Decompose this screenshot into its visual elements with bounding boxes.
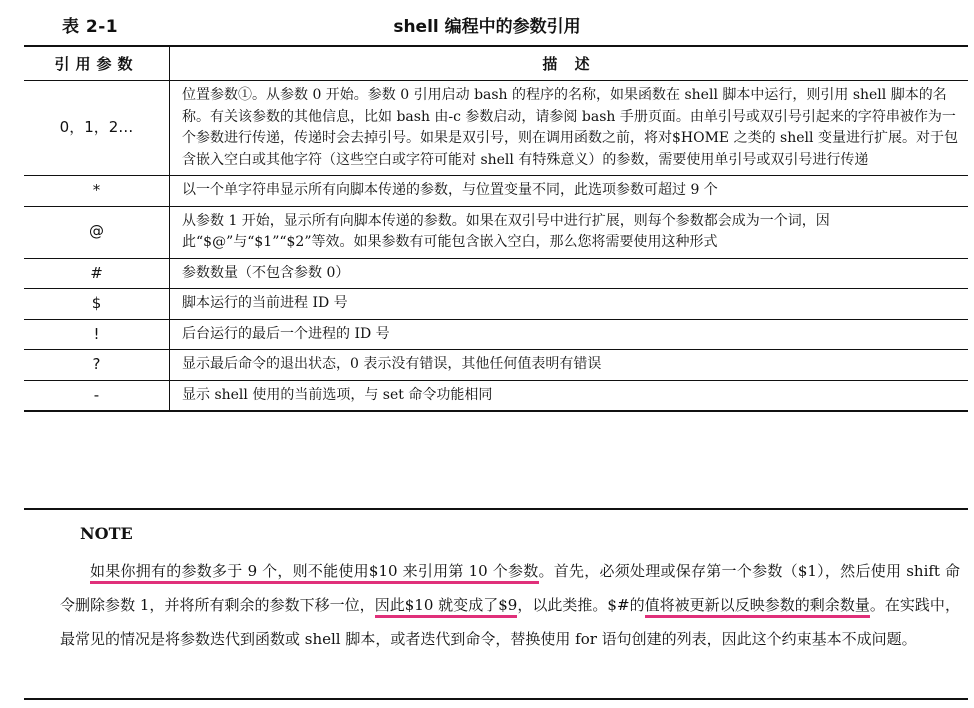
table-row xyxy=(24,380,968,411)
note-body xyxy=(60,554,960,656)
param-cell: @ xyxy=(24,206,170,258)
highlight-underline: 如果你拥有的参数多于 9 个，则不能使用$10 来引用第 10 个参数 xyxy=(90,562,539,584)
note-text: 。首先，必须处理或保存第一个参数（$1），然后使用 shift 命令删除参数 1，并将所有剩余的参数下移一位， xyxy=(60,562,960,614)
param-cell: ? xyxy=(24,350,170,381)
note-title: NOTE xyxy=(80,524,133,543)
table-row xyxy=(24,81,968,176)
table-row xyxy=(24,176,968,207)
note-box xyxy=(24,508,968,700)
header-desc: 描 述 xyxy=(170,46,969,81)
table-caption xyxy=(0,12,974,38)
desc-cell: 参数数量（不包含参数 0） xyxy=(170,258,969,289)
param-cell: - xyxy=(24,380,170,411)
table-header-row xyxy=(24,46,968,81)
param-cell: ! xyxy=(24,319,170,350)
param-cell: * xyxy=(24,176,170,207)
table-row xyxy=(24,319,968,350)
desc-cell: 脚本运行的当前进程 ID 号 xyxy=(170,289,969,320)
parameter-table xyxy=(24,45,968,412)
table-row xyxy=(24,258,968,289)
table-row xyxy=(24,350,968,381)
desc-cell: 后台运行的最后一个进程的 ID 号 xyxy=(170,319,969,350)
desc-cell: 以一个单字符串显示所有向脚本传递的参数，与位置变量不同，此选项参数可超过 9 个 xyxy=(170,176,969,207)
desc-cell: 显示 shell 使用的当前选项，与 set 命令功能相同 xyxy=(170,380,969,411)
param-cell: 0，1，2… xyxy=(24,81,170,176)
highlight-underline: 因此$10 就变成了$9 xyxy=(375,596,518,618)
note-text: ，以此类推。$#的 xyxy=(517,596,645,614)
desc-cell: 位置参数①。从参数 0 开始。参数 0 引用启动 bash 的程序的名称，如果函数在 shell 脚本中运行，则引用 shell 脚本的名称。有关该参数的其他信息，比如 bash 由-c 参数启动，请参阅 bash 手册页面。由单引号或双引号引起来的字符串被作为一个参数进行传递，传递时会去掉引号。如果是双引号，则在调用函数之前，将对$HOME 之类的 shell 变量进行扩展。对于包含嵌入空白或其他字符（这些空白或字符可能对 shell 有特殊意义）的参数，需要使用单引号或双引号进行传递 xyxy=(170,81,969,176)
param-cell: # xyxy=(24,258,170,289)
note-text: 。在实践中，最常见的情况是将参数迭代到函数或 shell 脚本，或者迭代到命令，替换使用 for 语句创建的列表，因此这个约束基本不成问题。 xyxy=(60,596,960,648)
header-param: 引用参数 xyxy=(24,46,170,81)
desc-cell: 从参数 1 开始，显示所有向脚本传递的参数。如果在双引号中进行扩展，则每个参数都会成为一个词，因此“$@”与“$1”“$2”等效。如果参数有可能包含嵌入空白，那么您将需要使用这种形式 xyxy=(170,206,969,258)
table-row xyxy=(24,206,968,258)
table-number: 表 2-1 xyxy=(62,17,119,37)
desc-cell: 显示最后命令的退出状态，0 表示没有错误，其他任何值表明有错误 xyxy=(170,350,969,381)
highlight-underline: 值将被更新以反映参数的剩余数量 xyxy=(645,596,870,618)
param-cell: $ xyxy=(24,289,170,320)
table-title: shell 编程中的参数引用 xyxy=(393,17,581,37)
table-row xyxy=(24,289,968,320)
